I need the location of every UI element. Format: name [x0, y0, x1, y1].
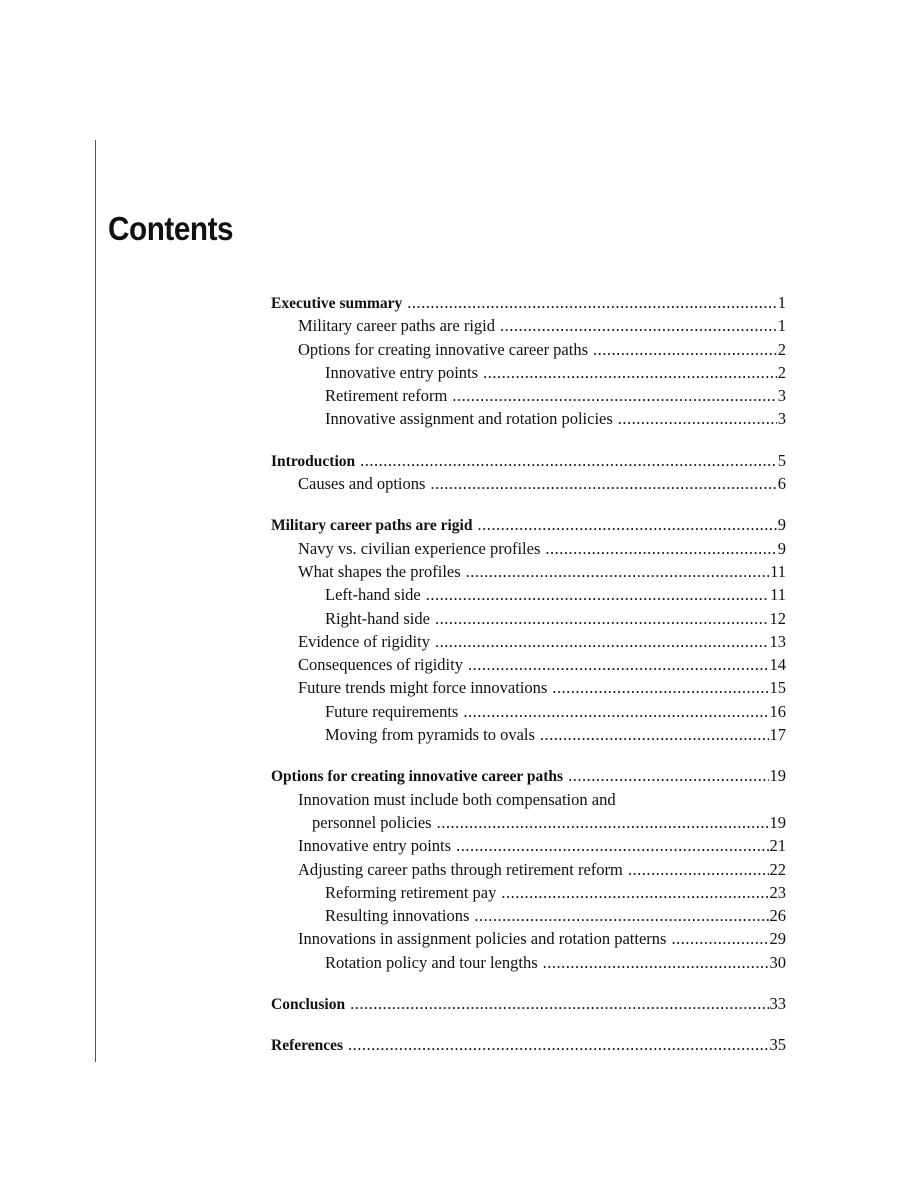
dot-leader [540, 723, 769, 746]
dot-leader [426, 583, 769, 606]
toc-entry[interactable] [271, 723, 786, 746]
toc-entry-page: 33 [769, 994, 786, 1014]
toc-entry[interactable] [271, 904, 786, 927]
dot-leader [552, 676, 768, 699]
dot-leader [466, 560, 769, 583]
toc-entry-title: Innovation must include both compensation and [298, 789, 616, 809]
toc-entry-title: Consequences of rigidity [298, 655, 463, 675]
toc-entry-title: What shapes the profiles [298, 561, 461, 581]
dot-leader [474, 904, 768, 927]
dot-leader [437, 811, 769, 834]
dot-leader [430, 472, 776, 495]
dot-leader [360, 449, 777, 472]
dot-leader [348, 1033, 768, 1056]
toc-entry-page: 30 [769, 952, 786, 972]
toc-entry-page: 1 [777, 316, 786, 336]
toc-entry[interactable] [271, 881, 786, 904]
dot-leader [435, 607, 769, 630]
toc-entry-page: 11 [770, 585, 786, 605]
toc-entry-page: 23 [769, 882, 786, 902]
toc-entry-introduction[interactable] [271, 449, 786, 472]
toc-entry-title: Reforming retirement pay [325, 882, 497, 902]
dot-leader [435, 630, 769, 653]
toc-entry-title: personnel policies [312, 812, 432, 832]
toc-entry-page: 12 [769, 608, 786, 628]
toc-entry[interactable] [271, 314, 786, 337]
toc-entry-page: 14 [769, 655, 786, 675]
dot-leader [452, 384, 776, 407]
toc-entry[interactable] [271, 676, 786, 699]
toc-entry-title: References [271, 1037, 344, 1055]
toc-entry-page: 2 [777, 339, 786, 359]
toc-entry-title: Future trends might force innovations [298, 678, 548, 698]
toc-entry[interactable] [271, 407, 786, 430]
toc-group-introduction [271, 449, 786, 496]
toc-entry-page: 3 [777, 386, 786, 406]
toc-entry-title: Innovative entry points [298, 836, 452, 856]
toc-entry-page: 11 [770, 561, 786, 581]
toc-entry-page: 9 [777, 538, 786, 558]
table-of-contents [271, 291, 786, 1075]
dot-leader [618, 407, 777, 430]
toc-entry-title: Conclusion [271, 996, 346, 1014]
toc-entry-page: 19 [769, 812, 786, 832]
dot-leader [483, 361, 777, 384]
toc-group-rigid [271, 513, 786, 746]
toc-entry[interactable] [271, 583, 786, 606]
toc-entry-page: 15 [769, 678, 786, 698]
toc-entry-title: Resulting innovations [325, 906, 470, 926]
toc-entry-title: Innovative assignment and rotation policies [325, 409, 613, 429]
toc-entry[interactable] [271, 927, 786, 950]
toc-entry-page: 16 [769, 701, 786, 721]
toc-entry-title: Options for creating innovative career paths [298, 339, 589, 359]
toc-entry[interactable] [271, 951, 786, 974]
toc-entry-title: Future requirements [325, 701, 459, 721]
toc-entry-rigid[interactable] [271, 513, 786, 536]
toc-entry-page: 19 [769, 766, 786, 786]
toc-entry-page: 1 [777, 293, 786, 312]
toc-entry[interactable] [271, 653, 786, 676]
toc-group-executive-summary [271, 291, 786, 431]
toc-entry-page: 5 [777, 450, 786, 470]
toc-entry[interactable] [271, 361, 786, 384]
toc-entry-title: Retirement reform [325, 386, 448, 406]
toc-entry-title: Military career paths are rigid [271, 517, 473, 535]
toc-entry-options[interactable] [271, 764, 786, 787]
dot-leader [593, 338, 777, 361]
dot-leader [671, 927, 768, 950]
toc-entry-title: Moving from pyramids to ovals [325, 725, 535, 745]
toc-entry[interactable] [271, 834, 786, 857]
toc-entry-executive-summary[interactable] [271, 291, 786, 314]
page-title: Contents [108, 210, 234, 247]
toc-entry-conclusion[interactable] [271, 992, 786, 1015]
toc-entry[interactable] [271, 858, 786, 881]
dot-leader [501, 881, 768, 904]
toc-entry[interactable] [271, 384, 786, 407]
dot-leader [568, 764, 768, 787]
toc-entry-page: 2 [777, 362, 786, 382]
toc-entry-title: Right-hand side [325, 608, 430, 628]
toc-entry-title: Navy vs. civilian experience profiles [298, 538, 541, 558]
toc-entry-title: Executive summary [271, 295, 403, 312]
toc-entry-page: 35 [769, 1035, 786, 1055]
dot-leader [350, 992, 768, 1015]
toc-entry[interactable] [271, 338, 786, 361]
toc-group-conclusion [271, 992, 786, 1015]
toc-entry-page: 3 [777, 409, 786, 429]
toc-entry-title: Causes and options [298, 474, 426, 494]
toc-entry-page: 21 [769, 836, 786, 856]
dot-leader [545, 537, 776, 560]
toc-entry-page: 26 [769, 906, 786, 926]
dot-leader [456, 834, 768, 857]
toc-entry-page: 29 [769, 929, 786, 949]
toc-entry[interactable] [271, 607, 786, 630]
toc-entry-page: 6 [777, 474, 786, 494]
toc-group-options [271, 764, 786, 974]
toc-entry[interactable] [271, 560, 786, 583]
toc-entry[interactable] [271, 537, 786, 560]
margin-rule [95, 140, 96, 1062]
toc-entry-references[interactable] [271, 1033, 786, 1056]
toc-entry[interactable] [271, 472, 786, 495]
toc-entry-title: Innovations in assignment policies and rotation patterns [298, 929, 667, 949]
toc-entry[interactable] [271, 630, 786, 653]
toc-entry-title: Rotation policy and tour lengths [325, 952, 538, 972]
toc-entry-title: Adjusting career paths through retirement reform [298, 859, 623, 879]
dot-leader [543, 951, 769, 974]
toc-entry-page: 22 [769, 859, 786, 879]
toc-entry-page: 17 [769, 725, 786, 745]
toc-entry-title: Innovative entry points [325, 362, 479, 382]
toc-entry-page: 13 [769, 631, 786, 651]
toc-entry-page: 9 [777, 515, 786, 535]
toc-entry-title: Options for creating innovative career paths [271, 768, 564, 786]
toc-entry-title: Evidence of rigidity [298, 631, 430, 651]
dot-leader [463, 700, 768, 723]
toc-entry-title: Introduction [271, 452, 356, 470]
toc-entry[interactable] [271, 700, 786, 723]
dot-leader [477, 513, 776, 536]
toc-entry-title: Left-hand side [325, 585, 421, 605]
dot-leader [500, 314, 777, 337]
dot-leader [407, 291, 776, 314]
toc-entry-title: Military career paths are rigid [298, 316, 495, 336]
toc-entry[interactable] [271, 811, 786, 834]
dot-leader [468, 653, 769, 676]
dot-leader [628, 858, 769, 881]
toc-entry-wrapped-line[interactable] [271, 788, 786, 811]
toc-group-references [271, 1033, 786, 1056]
